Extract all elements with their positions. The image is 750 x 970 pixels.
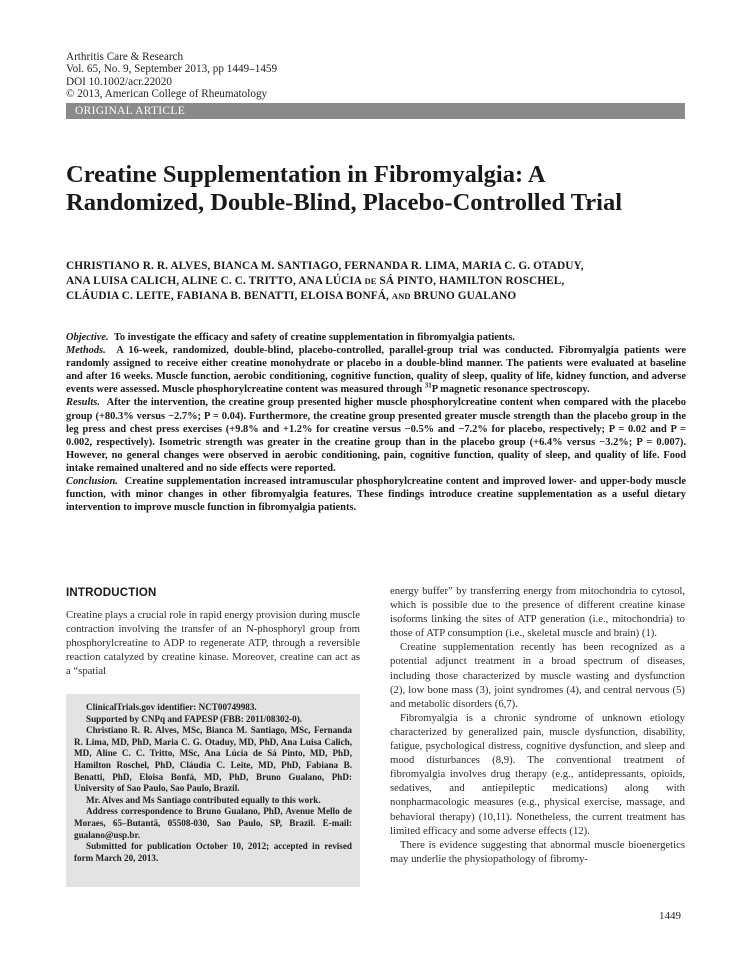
- methods-text-end: P magnetic resonance spectroscopy.: [431, 384, 590, 396]
- journal-name: Arthritis Care & Research: [66, 51, 184, 63]
- authors-conjunction-and: AND: [391, 291, 411, 301]
- abstract-conclusion: [66, 475, 686, 514]
- footnote-equal-contribution: Mr. Alves and Ms Santiago contributed equally to this work.: [86, 794, 321, 805]
- footnote-support: Supported by CNPq and FAPESP (FBB: 2011/08302-0).: [86, 713, 303, 724]
- authors-line-2b: SÁ PINTO, HAMILTON ROSCHEL,: [379, 275, 565, 287]
- article-title: Creatine Supplementation in Fibromyalgia: A Randomized, Double-Blind, Placebo-Controlled Trial: [66, 161, 623, 216]
- abstract-results: [66, 396, 686, 475]
- results-label: Results.: [66, 397, 100, 409]
- section-banner: ORIGINAL ARTICLE: [66, 103, 685, 119]
- methods-isotope: 31: [424, 381, 432, 390]
- footnote-affiliations: Christiano R. R. Alves, MSc, Bianca M. Santiago, MSc, Fernanda R. Lima, MD, PhD, Maria C. G. Otaduy, MD, PhD, Ana Luisa Calich, MD, Aline C. C. Tritto, MSc, Ana Lúcia de Sá Pinto, MD, PhD, Hamilton Roschel, PhD, Cláudia C. Leite, MD, PhD, Fabiana B. Benatti, PhD, Eloisa Bonfá, MD, PhD, Bruno Gualano, PhD: University of Sao Paulo, Sao Paulo, Brazil.: [74, 725, 352, 794]
- footnote-address: Address correspondence to Bruno Gualano, PhD, Avenue Mello de Moraes, 65–Butantã, 05508-030, Sao Paulo, SP, Brazil. E-mail: gualano@usp.br.: [74, 806, 352, 840]
- authors-particle-de: DE: [364, 276, 377, 286]
- intro-paragraph-3: Fibromyalgia is a chronic syndrome of unknown etiology characterized by generalized pain, muscle dysfunction, disability, fatigue, psychological distress, cognitive dysfunction, and sleep and mood disturbances (8,9). The conventional treatment of fibromyalgia involves drug therapy (e.g., antidepressants, opioids, sedatives, and antiepileptic medications) along with nonpharmacologic measures (e.g., physical exercise, massage, and behavioral therapy) (10,11). Nonetheless, the current treatment has limited efficacy and some adverse effects (12).: [390, 711, 685, 837]
- right-column: [390, 584, 685, 866]
- abstract-objective: [66, 331, 686, 344]
- conclusion-label: Conclusion.: [66, 476, 118, 488]
- authors-line-1: CHRISTIANO R. R. ALVES, BIANCA M. SANTIAGO, FERNANDA R. LIMA, MARIA C. G. OTADUY,: [66, 260, 584, 272]
- journal-copyright: © 2013, American College of Rheumatology: [66, 88, 268, 101]
- footnote-submitted: Submitted for publication October 10, 2012; accepted in revised form March 20, 2013.: [74, 841, 352, 863]
- journal-header: [66, 51, 277, 101]
- authors-line-2a: ANA LUISA CALICH, ALINE C. C. TRITTO, ANA LÚCIA: [66, 275, 362, 287]
- intro-paragraph-4: There is evidence suggesting that abnormal muscle bioenergetics may underlie the physiopathology of fibromy-: [390, 838, 685, 865]
- journal-volume: Vol. 65, No. 9, September 2013, pp 1449–1459: [66, 63, 278, 76]
- authors-line-3b: BRUNO GUALANO: [413, 290, 517, 302]
- intro-paragraph-1-continued: energy buffer” by transferring energy from mitochondria to cytosol, which is possible due to the presence of different creatine kinase isoforms linking the sites of ATP generation (i.e., mitochondria) to those of ATP consumption (i.e., skeletal muscle and brain) (1).: [390, 585, 685, 640]
- conclusion-text: Creatine supplementation increased intramuscular phosphorylcreatine content and improved lower- and upper-body muscle function, with minor changes in other fibromyalgia features. These findings introduce creatine supplementation as a useful dietary intervention to improve muscle function in fibromyalgia patients.: [66, 476, 687, 514]
- left-column: [66, 608, 360, 678]
- objective-text: To investigate the efficacy and safety of creatine supplementation in fibromyalgia patients.: [113, 332, 515, 343]
- page-number: 1449: [659, 910, 681, 922]
- introduction-heading: INTRODUCTION: [66, 587, 157, 599]
- intro-paragraph-1: Creatine plays a crucial role in rapid energy provision during muscle contraction involving the transfer of an N-phosphoryl group from phosphorylcreatine to ADP to regenerate ATP, through a reversible reaction catalyzed by creatine kinase. Moreover, creatine can act as a “spatial: [66, 609, 360, 678]
- authors-line-3a: CLÁUDIA C. LEITE, FABIANA B. BENATTI, ELOISA BONFÁ,: [66, 290, 389, 302]
- abstract: [66, 331, 686, 514]
- journal-doi: DOI 10.1002/acr.22020: [66, 75, 172, 88]
- results-text: After the intervention, the creatine group presented higher muscle phosphorylcreatine content when compared with the placebo group (+80.3% versus −2.7%; P = 0.04). Furthermore, the creatine group presented greater muscle strength than the placebo group in the leg press and chest press exercises (+9.8% and +1.2% for creatine versus −0.5% and −7.2% for placebo, respectively; P = 0.02 and P = 0.002, respectively). Isometric strength was greater in the creatine group than in the placebo group (+6.4% versus −3.2%; P = 0.007). However, no general changes were observed in aerobic conditioning, pain, cognitive function, quality of sleep, and quality of life. Food intake remained unaltered and no side effects were reported.: [66, 397, 686, 474]
- methods-text: A 16-week, randomized, double-blind, placebo-controlled, parallel-group trial was conducted. Fibromyalgia patients were randomly assigned to receive either creatine monohydrate or placebo in a double-blind manner. The patients were evaluated at baseline and after 16 weeks. Muscle function, aerobic conditioning, cognitive function, quality of sleep, quality of life, kidney function, and adverse events were assessed. Muscle phosphorylcreatine content was measured through: [66, 345, 686, 396]
- intro-paragraph-2: Creatine supplementation recently has been recognized as a potential adjunct treatment in a broad spectrum of diseases, including those characterized by muscle wasting and dysfunction (2), low bone mass (3), joint syndromes (4), and central nervous (5) and metabolic disorders (6,7).: [390, 641, 685, 710]
- footnote-box: [66, 694, 360, 887]
- objective-label: Objective.: [66, 332, 109, 343]
- abstract-methods: [66, 344, 686, 396]
- methods-label: Methods.: [66, 345, 106, 357]
- author-list: [66, 259, 666, 304]
- footnote-trial: ClinicalTrials.gov identifier: NCT00749983.: [86, 702, 257, 712]
